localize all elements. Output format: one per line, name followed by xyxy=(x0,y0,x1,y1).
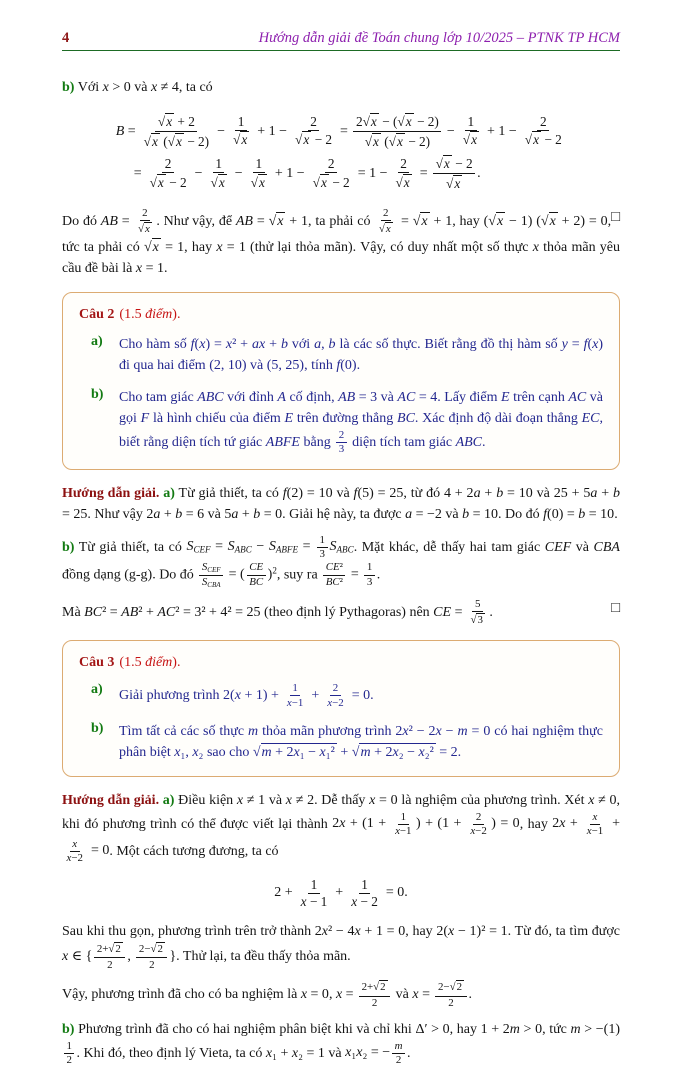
question-2-item-b xyxy=(91,387,603,456)
question-box-2 xyxy=(62,292,620,470)
page-header xyxy=(62,30,620,47)
item-text: Giải phương trình 2(x + 1) + $\frac{1}{x-1}$ + $\frac{2}{x-2}$ = 0. xyxy=(119,682,374,709)
question-box-3 xyxy=(62,640,620,776)
question-3-item-b xyxy=(91,721,603,763)
item-label-b: b) xyxy=(91,720,104,736)
question-2-heading xyxy=(79,304,603,325)
solution-heading: Hướng dẫn giải. xyxy=(62,485,160,501)
qed-symbol: □ xyxy=(611,600,620,617)
item-text: Cho hàm số f(x) = x² + ax + b với a, b là các số thực. Biết rằng đồ thị hàm số y = f(x) đi qua hai điểm (2, 10) và (5, 25), tính f(0). xyxy=(119,336,604,373)
qed-symbol: □ xyxy=(611,209,620,226)
item-label-b: b) xyxy=(91,386,104,402)
item-label-b: b) xyxy=(62,80,75,95)
question-3-title: Câu 3 xyxy=(79,655,115,671)
question-3-item-a xyxy=(91,682,603,709)
equation-B-line2: = $\frac{2}{√x - 2}$ − $\frac{1}{√x}$ − $\frac{1}{√x}$ + 1 − $\frac{2}{√x - 2}$ = 1 − $\frac{2}{√x}$ = $\frac{√x - 2}{√x}$ . xyxy=(133,156,481,191)
item-text: Cho tam giác ABC với đỉnh A cố định, AB = 3 và AC = 4. Lấy điểm E trên cạnh AC và gọi F là hình chiếu của điểm E trên đường thẳng BC. Xác định độ dài đoạn thẳng EC, biết rằng diện tích tứ giác ABFE bằng $\frac{2}{3}$ diện tích tam giác ABC. xyxy=(119,389,603,456)
document-title: Hướng dẫn giải đề Toán chung lớp 10/2025 – PTNK TP HCM xyxy=(258,30,620,46)
item-label-b: b) xyxy=(62,1021,75,1037)
item-label-a: a) xyxy=(162,792,175,808)
equation-B-line1: B = $\frac{√x + 2}{√x (√x - 2)}$ − $\frac{1}{√x}$ + 1 − $\frac{2}{√x - 2}$ = $\frac{2√x - (√x - 2)}{√x (√x - 2)}$ − $\frac{1}{√x}$ + 1 − $\frac{2}{√x - 2}$ xyxy=(115,114,562,149)
solution-2b-paragraph: b) Từ giả thiết, ta có $S_{CEF} = S_{ABC} - S_{ABFE}$ = $\frac{1}{3}$ $S_{ABC}$. Mặt khác, dễ thấy hai tam giác CEF và CBA đồng dạng (g-g). Do đó $\frac{S_{CEF}}{S_{CBA}}$ = ( $\frac{CE}{BC}$ )$^2$, suy ra $\frac{\text{CE²}}{\text{BC²}}$ = $\frac{1}{3}$ . xyxy=(62,533,620,590)
intro-text: Với x > 0 và x ≠ 4, ta có xyxy=(77,80,213,95)
question-3-heading xyxy=(79,652,603,673)
solution-1b-intro xyxy=(62,77,620,98)
question-2-item-a xyxy=(91,334,603,376)
question-2-points: (1.5 điểm). xyxy=(119,306,181,322)
solution-2b-conclusion: □ Mà BC² = AB² + AC² = 3² + 4² = 25 (theo định lý Pythagoras) nên CE = $\frac{5}{√3}$ . xyxy=(62,598,620,626)
solution-2a-paragraph: Hướng dẫn giải. a) Từ giả thiết, ta có f(2) = 10 và f(5) = 25, từ đó 4 + 2a + b = 10 và 25 + 5a + b = 25. Như vậy 2a + b = 6 và 5a + b = 0. Giải hệ này, ta được a = −2 và b = 10. Do đó f(0) = b = 10. xyxy=(62,485,620,522)
equation-display-3a: 2 + $\frac{1}{x - 1}$ + $\frac{1}{x - 2}$ = 0. xyxy=(274,876,408,909)
solution-1b-paragraph: □ Do đó AB = $\frac{2}{√x}$ . Như vậy, để AB = √x + 1, ta phải có $\frac{2}{√x}$ = √x + 1, hay (√x − 1) (√x + 2) = 0, tức ta phải có √x = 1, hay x = 1 (thử lại thỏa mãn). Vậy, có duy nhất một số thực x thỏa mãn yêu cầu đề bài là x = 1. xyxy=(62,207,620,276)
solution-heading: Hướng dẫn giải. xyxy=(62,792,160,808)
equation-display-B xyxy=(62,108,620,197)
item-label-a: a) xyxy=(91,333,103,349)
header-rule xyxy=(62,50,620,51)
solution-3a-paragraph: Hướng dẫn giải. a) Điều kiện x ≠ 1 và x ≠ 2. Dễ thấy x = 0 là nghiệm của phương trình. Xét x ≠ 0, khi đó phương trình có thể được viết lại thành 2x + (1 + $\frac{1}{x-1}$ ) + (1 + $\frac{2}{x-2}$ ) = 0, hay 2x + $\frac{x}{x-1}$ + $\frac{x}{x-2}$ = 0. Một cách tương đương, ta có xyxy=(62,792,621,865)
solution-3a-conclusion: Vậy, phương trình đã cho có ba nghiệm là x = 0, x = $\frac{2+√2}{2}$ và x = $\frac{2-√2}{2}$ . xyxy=(62,981,473,1010)
item-label-a: a) xyxy=(163,485,175,501)
item-label-a: a) xyxy=(91,682,103,698)
solution-3a-continued: Sau khi thu gọn, phương trình trên trở thành 2x² − 4x + 1 = 0, hay 2(x − 1)² = 1. Từ đó, ta tìm được x ∈ { $\frac{2+√2}{2}$ , $\frac{2-√2}{2}$ }. Thử lại, ta đều thấy thỏa mãn. xyxy=(62,924,620,971)
item-text: Tìm tất cả các số thực m thỏa mãn phương trình 2x² − 2x − m = 0 có hai nghiệm thực phân biệt x₁, x₂ sao cho √m + 2x₁ − x₁² + √m + 2x₂ − x₂² = 2. xyxy=(119,723,603,760)
equation-number: (1) xyxy=(603,1021,620,1037)
item-label-b: b) xyxy=(62,539,75,555)
solution-3b-paragraph: (1) b) Phương trình đã cho có hai nghiệm phân biệt khi và chỉ khi Δ′ > 0, hay 1 + 2m > 0, tức m > − $\frac{1}{2}$ . Khi đó, theo định lý Vieta, ta có x₁ + x₂ = 1 và x₁x₂ = − $\frac{m}{2}$ . xyxy=(62,1019,620,1067)
question-2-title: Câu 2 xyxy=(79,306,115,322)
question-3-points: (1.5 điểm). xyxy=(119,655,181,671)
page-number: 4 xyxy=(62,30,70,46)
